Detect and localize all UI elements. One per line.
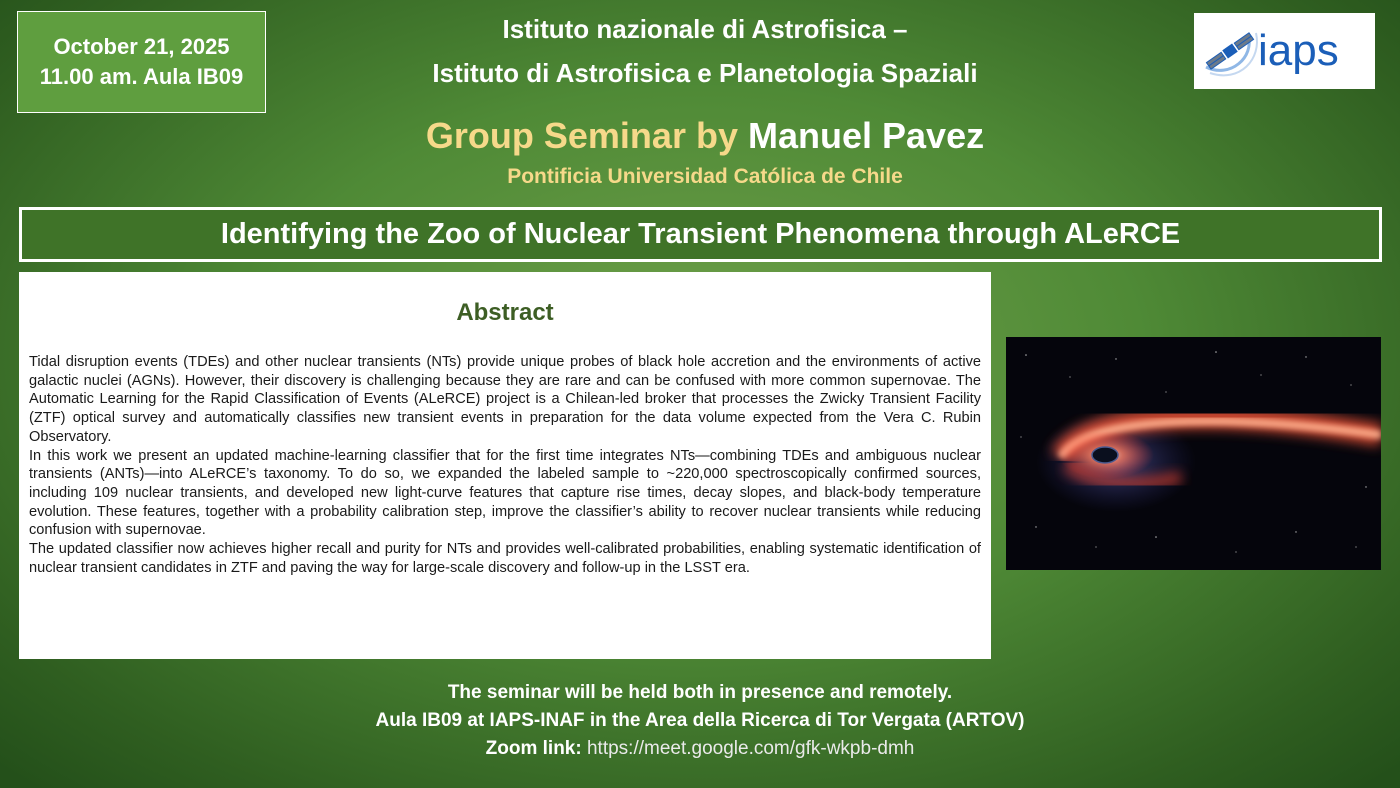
seminar-heading — [300, 112, 1110, 160]
abstract-paragraph: The updated classifier now achieves higher recall and purity for NTs and provides well-calibrated probabilities, enabling systematic identification of nuclear transient candidates in ZTF and paving the way for large-scale discovery and follow-up in the LSST era. — [29, 541, 981, 576]
satellite-icon — [1200, 17, 1370, 85]
talk-title-box — [19, 207, 1382, 262]
abstract-paragraph: In this work we present an updated machine-learning classifier that for the first time integrates NTs—combining TDEs and ambiguous nuclear transients (ANTs)—into ALeRCE’s taxonomy. To do so, we expanded the labeled sample to ~220,000 spectroscopically confirmed sources, including 109 nuclear transients, and developed new light-curve features that capture rise times, decay slopes, and black-body temperature evolution. These features, together with a probability calibration step, improve the classifier’s ability to recover nuclear transients while reducing confusion with supernovae. — [29, 447, 981, 539]
zoom-line — [250, 738, 1150, 760]
event-time-room: 11.00 am. Aula IB09 — [39, 64, 244, 89]
iaps-logo — [1194, 13, 1375, 89]
zoom-link[interactable]: https://meet.google.com/gfk-wkpb-dmh — [586, 738, 915, 759]
institute-name-line1: Istituto nazionale di Astrofisica – — [502, 14, 908, 44]
logo-text: iaps — [1257, 26, 1339, 75]
abstract-paragraph: Tidal disruption events (TDEs) and other nuclear transients (NTs) provide unique probes of black hole accretion and the environments of active galactic nuclei (AGNs). However, their discovery is challenging because they are rare and can be confused with more common supernovae. The Automatic Learning for the Rapid Classification of Events (ALeRCE) project is a Chilean-led broker that processes the Zwicky Transient Facility (ZTF) optical survey and automatically classifies new transient events in preparation for the data volume expected from the Vera C. Rubin Observatory. — [29, 354, 981, 445]
abstract-panel — [19, 272, 991, 659]
event-date: October 21, 2025 — [53, 34, 230, 59]
date-time-box — [17, 11, 266, 113]
talk-title: Identifying the Zoo of Nuclear Transient Phenomena through ALeRCE — [220, 218, 1181, 250]
institute-name-line2: Istituto di Astrofisica e Planetologia Spaziali — [432, 58, 978, 88]
speaker-affiliation: Pontificia Universidad Católica de Chile — [507, 165, 903, 188]
zoom-label: Zoom link: — [485, 738, 582, 759]
speaker-name: Manuel Pavez — [748, 115, 985, 156]
abstract-heading: Abstract — [456, 299, 554, 326]
seminar-prefix: Group Seminar by — [425, 115, 738, 156]
attendance-note: The seminar will be held both in presence and remotely. — [447, 682, 953, 703]
venue-line: Aula IB09 at IAPS-INAF in the Area della Ricerca di Tor Vergata (ARTOV) — [375, 710, 1025, 731]
tidal-disruption-illustration — [1006, 337, 1381, 570]
